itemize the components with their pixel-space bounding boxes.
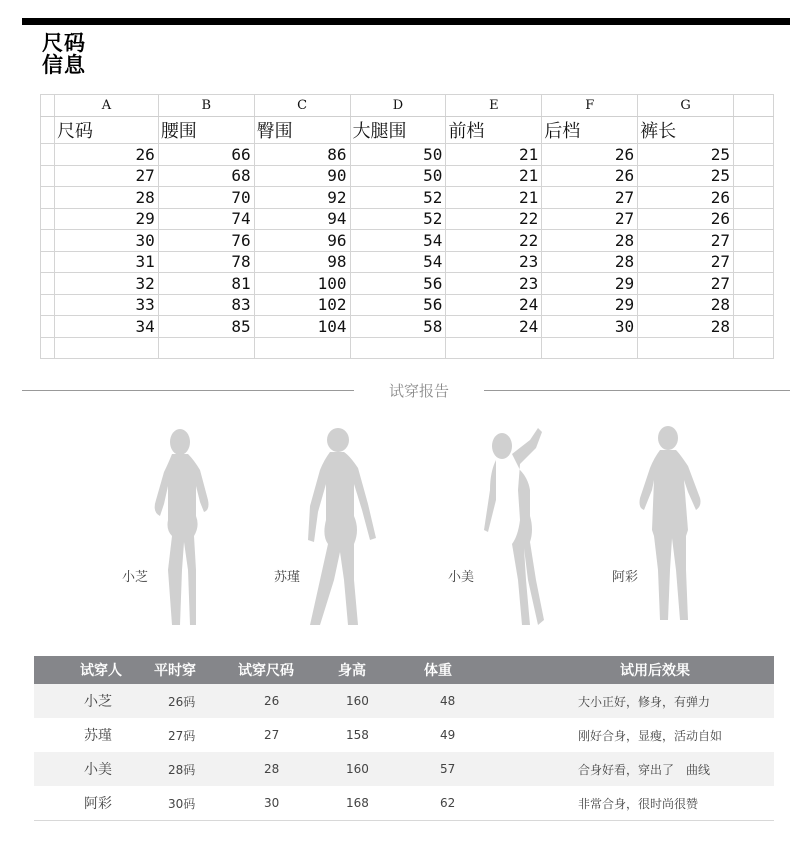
sheet-value-cell: 90 bbox=[254, 165, 350, 187]
report-cell: 28码 bbox=[154, 752, 238, 786]
sheet-value-cell: 74 bbox=[158, 208, 254, 230]
sheet-value-cell: 54 bbox=[350, 251, 446, 273]
sheet-value-cell: 96 bbox=[254, 230, 350, 252]
sheet-column-header-row bbox=[41, 95, 774, 117]
sheet-value-cell: 70 bbox=[158, 187, 254, 209]
sheet-value-cell: 86 bbox=[254, 144, 350, 166]
sheet-value-cell: 25 bbox=[638, 165, 734, 187]
sheet-empty-cell bbox=[734, 251, 774, 273]
sheet-empty-cell bbox=[734, 316, 774, 338]
sheet-value-cell: 29 bbox=[54, 208, 158, 230]
sheet-corner-cell bbox=[41, 95, 55, 117]
sheet-value-cell: 28 bbox=[54, 187, 158, 209]
sheet-value-cell: 30 bbox=[54, 230, 158, 252]
section-divider bbox=[22, 380, 790, 402]
report-cell: 57 bbox=[424, 752, 564, 786]
sheet-value-cell: 27 bbox=[542, 187, 638, 209]
sheet-value-cell: 58 bbox=[350, 316, 446, 338]
report-cell: 30 bbox=[238, 786, 338, 821]
sheet-value-cell: 54 bbox=[350, 230, 446, 252]
sheet-value-cell: 68 bbox=[158, 165, 254, 187]
report-row bbox=[34, 786, 774, 821]
sheet-column-letter: B bbox=[158, 95, 254, 117]
sheet-value-cell: 24 bbox=[446, 294, 542, 316]
sheet-data-row bbox=[41, 230, 774, 252]
report-header-cell: 试用后效果 bbox=[564, 656, 774, 684]
sheet-value-cell: 29 bbox=[542, 294, 638, 316]
sheet-row-header bbox=[41, 165, 55, 187]
report-cell: 26码 bbox=[154, 684, 238, 718]
sheet-row-header bbox=[41, 316, 55, 338]
report-cell: 刚好合身，显瘦，活动自如 bbox=[578, 728, 723, 743]
sheet-data-row bbox=[41, 208, 774, 230]
sheet-value-cell: 27 bbox=[638, 251, 734, 273]
model-silhouette-3 bbox=[472, 420, 552, 630]
sheet-row-header bbox=[41, 251, 55, 273]
sheet-column-letter: F bbox=[542, 95, 638, 117]
sheet-data-row bbox=[41, 273, 774, 295]
sheet-value-cell: 100 bbox=[254, 273, 350, 295]
report-cell: 合身好看，穿出了 曲线 bbox=[564, 752, 774, 786]
sheet-row-header bbox=[41, 294, 55, 316]
report-row bbox=[34, 718, 774, 752]
sheet-value-cell: 56 bbox=[350, 294, 446, 316]
report-cell: 62 bbox=[424, 786, 564, 821]
sheet-label-row bbox=[41, 117, 774, 144]
sheet-row-header bbox=[41, 117, 55, 144]
report-header-cell: 身高 bbox=[338, 656, 424, 684]
sheet-label-cell: 腰围 bbox=[158, 117, 254, 144]
report-cell: 160 bbox=[338, 684, 424, 718]
sheet-value-cell: 50 bbox=[350, 165, 446, 187]
sheet-value-cell: 28 bbox=[542, 230, 638, 252]
report-header-cell: 体重 bbox=[424, 656, 564, 684]
sheet-empty-cell bbox=[734, 230, 774, 252]
report-cell: 160 bbox=[338, 752, 424, 786]
sheet-empty-cell bbox=[734, 144, 774, 166]
sheet-label-cell: 后档 bbox=[542, 117, 638, 144]
report-cell: 阿彩 bbox=[34, 786, 154, 821]
model-silhouette-4 bbox=[630, 420, 710, 630]
sheet-row-header bbox=[41, 230, 55, 252]
sheet-value-cell: 76 bbox=[158, 230, 254, 252]
sheet-value-cell: 28 bbox=[542, 251, 638, 273]
sheet-label-cell: 裤长 bbox=[638, 117, 734, 144]
sheet-empty-cell bbox=[446, 337, 542, 359]
sheet-label-cell: 臀围 bbox=[254, 117, 350, 144]
sheet-empty-cell bbox=[734, 95, 774, 117]
report-cell: 27码 bbox=[168, 728, 196, 743]
page-title bbox=[42, 32, 86, 76]
report-cell: 48 bbox=[424, 684, 564, 718]
sheet-empty-cell bbox=[254, 337, 350, 359]
sheet-value-cell: 24 bbox=[446, 316, 542, 338]
sheet-value-cell: 92 bbox=[254, 187, 350, 209]
sheet-row-header bbox=[41, 144, 55, 166]
report-cell: 大小正好，修身，有弹力 bbox=[564, 684, 774, 718]
sheet-value-cell: 27 bbox=[54, 165, 158, 187]
sheet-value-cell: 26 bbox=[54, 144, 158, 166]
sheet-value-cell: 26 bbox=[542, 165, 638, 187]
sheet-value-cell: 27 bbox=[638, 230, 734, 252]
sheet-empty-cell bbox=[734, 165, 774, 187]
report-cell: 小美 bbox=[34, 752, 154, 786]
sheet-value-cell: 34 bbox=[54, 316, 158, 338]
divider-label: 试穿报告 bbox=[388, 382, 449, 400]
sheet-empty-row bbox=[41, 337, 774, 359]
report-cell: 苏瑾 bbox=[84, 728, 112, 744]
sheet-value-cell: 56 bbox=[350, 273, 446, 295]
sheet-empty-cell bbox=[638, 337, 734, 359]
sheet-column-letter: D bbox=[350, 95, 446, 117]
sheet-row-header bbox=[41, 208, 55, 230]
model-name-2: 苏瑾 bbox=[274, 570, 301, 585]
fitting-report-table bbox=[34, 656, 774, 821]
report-cell: 168 bbox=[338, 786, 424, 821]
sheet-value-cell: 52 bbox=[350, 187, 446, 209]
sheet-value-cell: 28 bbox=[638, 294, 734, 316]
sheet-value-cell: 23 bbox=[446, 273, 542, 295]
sheet-empty-cell bbox=[350, 337, 446, 359]
sheet-value-cell: 32 bbox=[54, 273, 158, 295]
sheet-label-cell: 大腿围 bbox=[350, 117, 446, 144]
sheet-label-cell: 尺码 bbox=[54, 117, 158, 144]
top-bar bbox=[22, 18, 790, 25]
sheet-row-header bbox=[41, 273, 55, 295]
sheet-label-cell: 前档 bbox=[446, 117, 542, 144]
sheet-value-cell: 33 bbox=[54, 294, 158, 316]
sheet-data-row bbox=[41, 251, 774, 273]
sheet-value-cell: 104 bbox=[254, 316, 350, 338]
sheet-value-cell: 98 bbox=[254, 251, 350, 273]
model-figures bbox=[0, 420, 790, 640]
sheet-empty-cell bbox=[734, 117, 774, 144]
sheet-value-cell: 26 bbox=[638, 208, 734, 230]
report-row bbox=[34, 684, 774, 718]
sheet-value-cell: 27 bbox=[542, 208, 638, 230]
sheet-value-cell: 81 bbox=[158, 273, 254, 295]
model-silhouette-2 bbox=[300, 420, 380, 630]
sheet-value-cell: 25 bbox=[638, 144, 734, 166]
sheet-column-letter: C bbox=[254, 95, 350, 117]
sheet-value-cell: 78 bbox=[158, 251, 254, 273]
sheet-value-cell: 22 bbox=[446, 208, 542, 230]
sheet-empty-cell bbox=[542, 337, 638, 359]
sheet-value-cell: 30 bbox=[542, 316, 638, 338]
report-header-cell: 试穿人 bbox=[34, 656, 154, 684]
sheet-value-cell: 21 bbox=[446, 165, 542, 187]
report-header-row bbox=[34, 656, 774, 684]
sheet-value-cell: 23 bbox=[446, 251, 542, 273]
title-line-1: 尺码 bbox=[42, 31, 86, 55]
sheet-empty-cell bbox=[41, 337, 55, 359]
sheet-empty-cell bbox=[158, 337, 254, 359]
sheet-data-row bbox=[41, 165, 774, 187]
sheet-row-header bbox=[41, 187, 55, 209]
sheet-empty-cell bbox=[734, 294, 774, 316]
sheet-value-cell: 21 bbox=[446, 187, 542, 209]
model-name-4: 阿彩 bbox=[612, 570, 639, 585]
sheet-value-cell: 28 bbox=[638, 316, 734, 338]
sheet-data-row bbox=[41, 144, 774, 166]
sheet-value-cell: 31 bbox=[54, 251, 158, 273]
report-header-cell: 试穿尺码 bbox=[238, 656, 338, 684]
report-cell: 30码 bbox=[154, 786, 238, 821]
sheet-value-cell: 52 bbox=[350, 208, 446, 230]
sheet-value-cell: 22 bbox=[446, 230, 542, 252]
fitting-report bbox=[34, 656, 774, 821]
model-name-1: 小芝 bbox=[122, 570, 149, 585]
sheet-value-cell: 85 bbox=[158, 316, 254, 338]
report-cell: 158 bbox=[346, 728, 369, 742]
sheet-data-row bbox=[41, 187, 774, 209]
sheet-value-cell: 50 bbox=[350, 144, 446, 166]
sheet-value-cell: 21 bbox=[446, 144, 542, 166]
sheet-value-cell: 26 bbox=[638, 187, 734, 209]
sheet-value-cell: 27 bbox=[638, 273, 734, 295]
sheet-value-cell: 102 bbox=[254, 294, 350, 316]
model-silhouette-1 bbox=[138, 420, 218, 630]
sheet-value-cell: 29 bbox=[542, 273, 638, 295]
divider-line-right bbox=[484, 390, 790, 391]
report-header-cell: 平时穿 bbox=[154, 656, 238, 684]
report-cell: 49 bbox=[440, 728, 456, 742]
report-cell: 非常合身，很时尚很赞 bbox=[564, 786, 774, 821]
sheet-value-cell: 26 bbox=[542, 144, 638, 166]
report-cell: 26 bbox=[238, 684, 338, 718]
model-name-3: 小美 bbox=[448, 570, 475, 585]
sheet-empty-cell bbox=[54, 337, 158, 359]
report-cell: 小芝 bbox=[34, 684, 154, 718]
sheet-data-row bbox=[41, 316, 774, 338]
sheet-empty-cell bbox=[734, 273, 774, 295]
sheet-column-letter: G bbox=[638, 95, 734, 117]
sheet-value-cell: 94 bbox=[254, 208, 350, 230]
divider-line-left bbox=[22, 390, 354, 391]
title-line-2: 信息 bbox=[42, 53, 86, 77]
sheet-data-row bbox=[41, 294, 774, 316]
size-table bbox=[40, 94, 774, 359]
report-cell: 27 bbox=[264, 728, 280, 742]
size-spreadsheet bbox=[40, 94, 774, 366]
report-cell: 28 bbox=[238, 752, 338, 786]
sheet-column-letter: E bbox=[446, 95, 542, 117]
sheet-column-letter: A bbox=[54, 95, 158, 117]
sheet-empty-cell bbox=[734, 208, 774, 230]
sheet-empty-cell bbox=[734, 187, 774, 209]
sheet-value-cell: 66 bbox=[158, 144, 254, 166]
sheet-empty-cell bbox=[734, 337, 774, 359]
report-row bbox=[34, 752, 774, 786]
sheet-value-cell: 83 bbox=[158, 294, 254, 316]
